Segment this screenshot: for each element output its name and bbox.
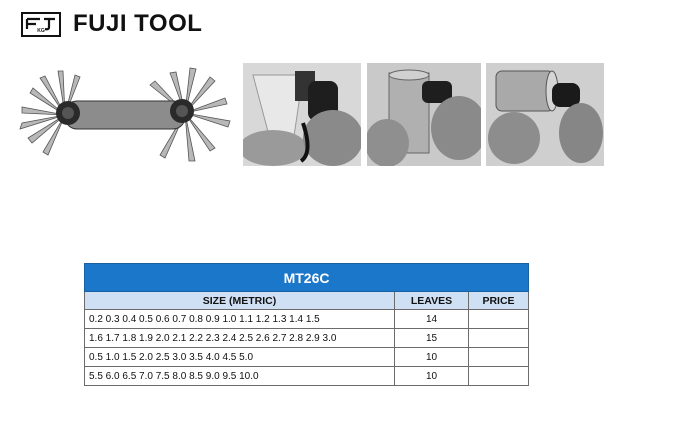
column-header-size: SIZE (METRIC): [85, 292, 395, 310]
price-cell: [469, 348, 529, 367]
size-cell: 0.5 1.0 1.5 2.0 2.5 3.0 3.5 4.0 4.5 5.0: [85, 348, 395, 367]
size-cell: 0.2 0.3 0.4 0.5 0.6 0.7 0.8 0.9 1.0 1.1 1.2 1.3 1.4 1.5: [85, 310, 395, 329]
column-header-price: PRICE: [469, 292, 529, 310]
price-cell: [469, 367, 529, 386]
usage-photo-2: [367, 63, 481, 166]
size-cell: 1.6 1.7 1.8 1.9 2.0 2.1 2.2 2.3 2.4 2.5 2.6 2.7 2.8 2.9 3.0: [85, 329, 395, 348]
table-row: [85, 310, 529, 329]
gauge-set-image: [10, 63, 238, 166]
fuji-logo: [21, 12, 61, 37]
price-cell: [469, 310, 529, 329]
product-table: [84, 263, 529, 386]
table-row: [85, 348, 529, 367]
usage-photo-3: [486, 63, 604, 166]
price-cell: [469, 329, 529, 348]
table-row: [85, 367, 529, 386]
leaves-cell: 14: [395, 310, 469, 329]
leaves-cell: 15: [395, 329, 469, 348]
brand-name: FUJI TOOL: [73, 10, 203, 37]
size-cell: 5.5 6.0 6.5 7.0 7.5 8.0 8.5 9.0 9.5 10.0: [85, 367, 395, 386]
column-header-leaves: LEAVES: [395, 292, 469, 310]
leaves-cell: 10: [395, 348, 469, 367]
table-title: MT26C: [85, 264, 529, 292]
leaves-cell: 10: [395, 367, 469, 386]
table-row: [85, 329, 529, 348]
logo-subtext: KG: [37, 27, 45, 34]
product-table-wrapper: [84, 263, 528, 386]
brand-header: [21, 10, 202, 38]
usage-photo-1: [243, 63, 361, 166]
